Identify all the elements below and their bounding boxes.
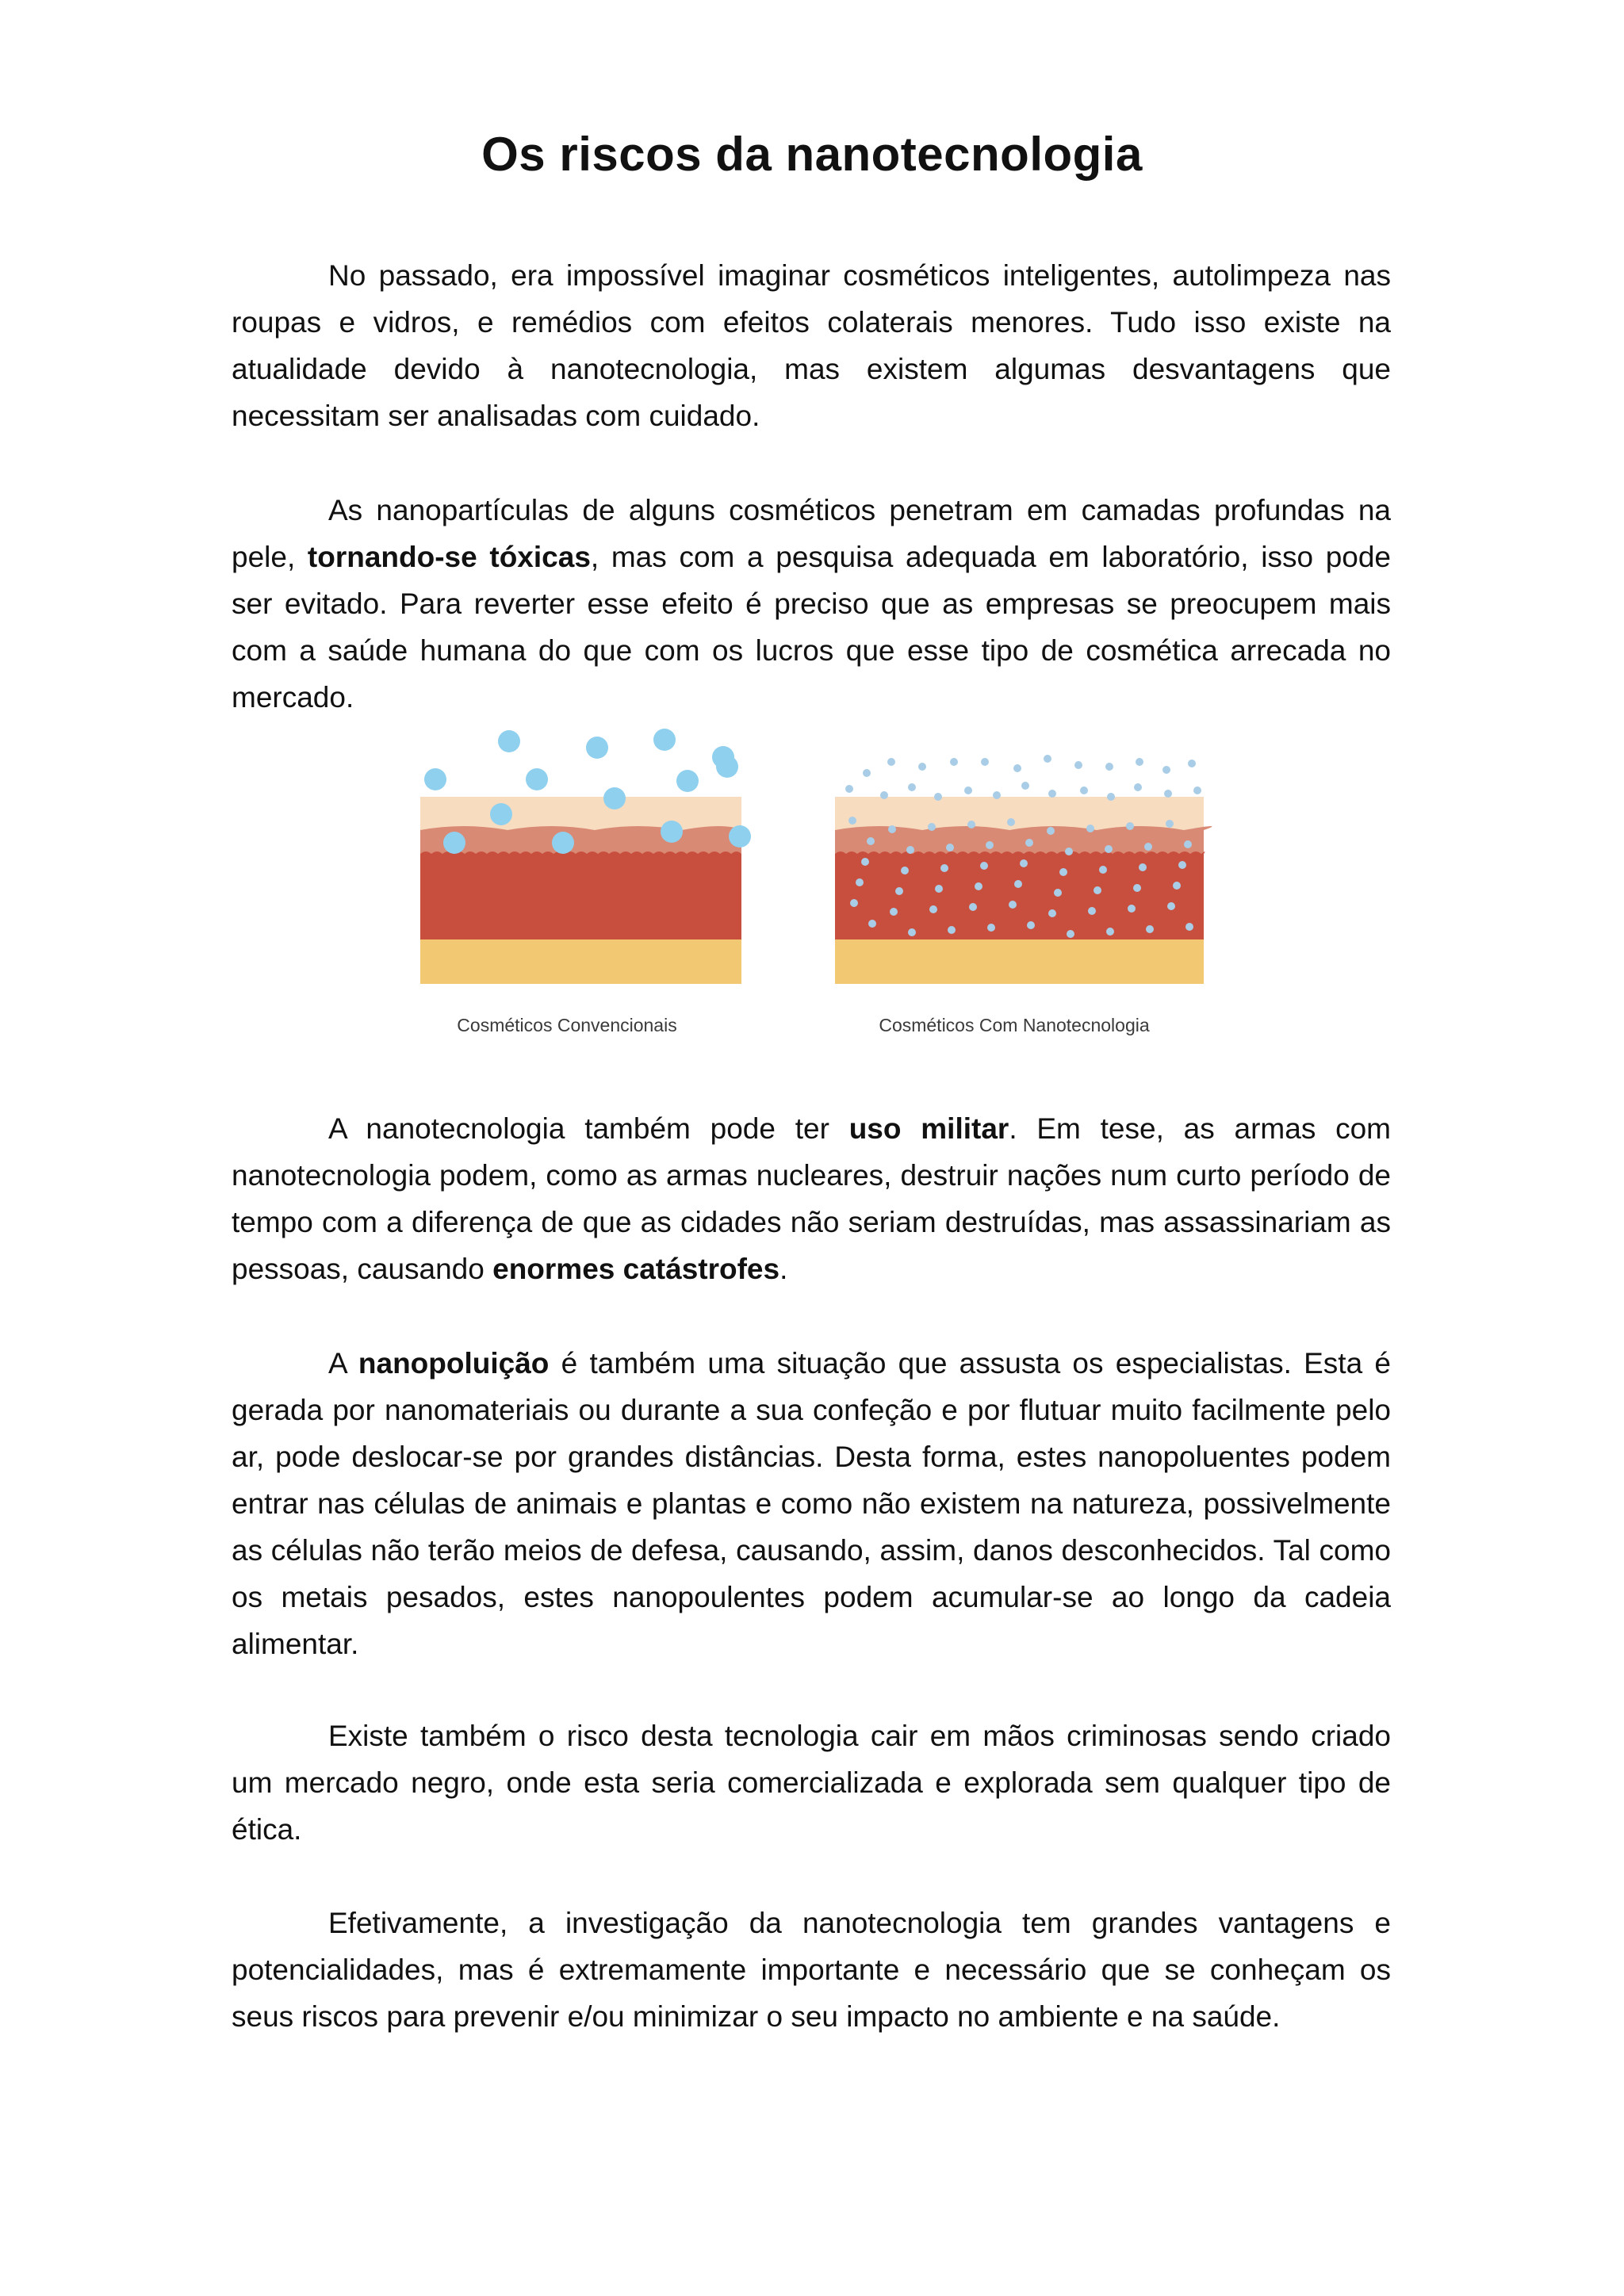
nano-particle: [1178, 861, 1186, 869]
nano-particle: [1099, 866, 1107, 874]
nano-particle: [1139, 863, 1147, 871]
nano-particle: [964, 786, 972, 794]
nano-particle: [1025, 839, 1033, 847]
nano-particle: [1044, 755, 1051, 763]
nano-particle: [986, 841, 994, 849]
nano-particle: [895, 887, 903, 895]
nano-particle: [1107, 793, 1115, 801]
nano-particle: [934, 793, 942, 801]
nano-particle: [1106, 928, 1114, 936]
nano-particle: [1014, 880, 1022, 888]
nano-particle: [906, 846, 914, 854]
skin-surface-layer: [420, 797, 741, 830]
nano-particle: [1086, 825, 1094, 832]
nano-particle: [1065, 848, 1073, 855]
nano-particle: [1074, 761, 1082, 769]
skin-surface-layer: [835, 797, 1204, 830]
nano-particle: [867, 837, 875, 845]
paragraph-5: [232, 1712, 1391, 1853]
nano-particle: [880, 791, 888, 799]
nano-particle: [1128, 905, 1136, 913]
nano-particle: [928, 823, 936, 831]
large-particle: [716, 756, 738, 778]
nano-particle: [981, 758, 989, 766]
bold-text: uso militar: [848, 1112, 1009, 1145]
nano-particle: [1021, 782, 1029, 790]
nano-particle: [868, 920, 876, 928]
conventional-skin-panel: [420, 729, 751, 984]
nano-particle: [1134, 783, 1142, 791]
right-figure-caption: Cosméticos Com Nanotecnologia: [879, 1015, 1150, 1035]
nano-particle: [946, 844, 954, 851]
nano-particle: [1162, 766, 1170, 774]
large-particle: [490, 803, 512, 825]
nano-particle: [1094, 886, 1101, 894]
paragraph-1: [232, 252, 1391, 439]
nano-particle: [1009, 901, 1017, 909]
nano-particle: [856, 878, 864, 886]
nano-particle: [993, 791, 1001, 799]
bold-text: tornando-se tóxicas: [307, 541, 591, 573]
nano-particle: [1193, 786, 1201, 794]
nano-particle: [1048, 909, 1056, 917]
large-particle: [729, 825, 751, 848]
nano-particle: [1047, 827, 1055, 835]
nano-particle: [1126, 822, 1134, 830]
paragraph-3: [232, 1105, 1391, 1292]
nano-particle: [1144, 843, 1152, 851]
nano-particle: [1013, 764, 1021, 772]
skin-penetration-figure: [408, 718, 1233, 1050]
text-run: No passado, era impossível imaginar cosméticos inteligentes, autolimpeza nas roupas e vidros, e remédios com efeitos colaterais menores. Tudo isso existe na atualidade devido à nanotecnologia, mas existem algumas desvantagens que necessitam ser analisadas com cuidado.: [232, 259, 1391, 432]
nano-particle: [1167, 902, 1175, 910]
nano-particle: [1136, 758, 1143, 766]
dermis-layer: [420, 851, 741, 939]
large-particle: [443, 832, 465, 854]
nano-particle: [863, 769, 871, 777]
nano-particle: [1059, 868, 1067, 876]
bold-text: enormes catástrofes: [492, 1253, 780, 1285]
text-run: é também uma situação que assusta os especialistas. Esta é gerada por nanomateriais ou durante a sua confeção e por flutuar muito facilmente pelo ar, pode deslocar-se por grandes distâncias. Desta forma, estes nanopoluentes podem entrar nas células de animais e plantas e como não existem na natureza, possivelmente as células não terão meios de defesa, causando, assim, danos desconhecidos. Tal como os metais pesados, estes nanopoulentes podem acumular-se ao longo da cadeia alimentar.: [232, 1347, 1391, 1660]
nano-particle: [918, 763, 926, 771]
nano-particle: [1020, 859, 1028, 867]
nano-particle: [935, 885, 943, 893]
nano-particle: [940, 864, 948, 872]
nano-particle: [1166, 820, 1174, 828]
nano-particle: [1080, 786, 1088, 794]
nano-particle: [888, 825, 896, 833]
text-run: A nanotecnologia também pode ter: [328, 1112, 849, 1145]
nano-particle: [980, 862, 988, 870]
large-particle: [552, 832, 574, 854]
left-figure-caption: Cosméticos Convencionais: [457, 1015, 677, 1035]
nano-particle: [1133, 884, 1141, 892]
nano-particle: [1164, 790, 1172, 798]
nano-particle: [861, 858, 869, 866]
paragraph-6: [232, 1900, 1391, 2040]
nano-particle: [850, 899, 858, 907]
nano-particle: [1007, 818, 1015, 826]
nano-particle: [950, 758, 958, 766]
text-run: As nanopartículas de alguns cosméticos penetram em camadas profundas na pele,: [232, 494, 1391, 573]
nano-particle: [908, 928, 916, 936]
nano-particle: [1185, 923, 1193, 931]
nano-particle: [890, 908, 898, 916]
hypodermis-layer: [420, 939, 741, 984]
hypodermis-layer: [835, 939, 1204, 984]
nano-particle: [1054, 889, 1062, 897]
large-particle: [603, 787, 626, 809]
nano-particle: [887, 758, 895, 766]
nano-particle: [901, 867, 909, 874]
text-run: A: [328, 1347, 358, 1380]
text-run: , mas com a pesquisa adequada em laboratório, isso pode ser evitado. Para reverter esse efeito é preciso que as empresas se preocupem mais com a saúde humana do que com os lucros que esse tipo de cosmética arrecada no mercado.: [232, 541, 1392, 714]
nano-particle: [1105, 845, 1113, 853]
nano-particle: [848, 817, 856, 825]
large-particle: [424, 768, 446, 790]
nano-particle: [1188, 760, 1196, 767]
nano-particle: [948, 926, 956, 934]
nano-skin-panel: [835, 755, 1212, 984]
nano-particle: [845, 785, 853, 793]
nano-particle: [929, 905, 937, 913]
large-particle: [661, 821, 683, 843]
nano-particle: [1173, 882, 1181, 890]
large-particle: [586, 737, 608, 759]
nano-particle: [1146, 925, 1154, 933]
large-particle: [653, 729, 676, 751]
nano-particle: [969, 903, 977, 911]
nano-particle: [987, 924, 995, 932]
text-run: .: [779, 1253, 788, 1285]
nano-particle: [1105, 763, 1113, 771]
nano-particle: [908, 783, 916, 791]
nano-particle: [1184, 840, 1192, 848]
text-run: . Em tese, as armas com nanotecnologia podem, como as armas nucleares, destruir nações num curto período de tempo com a diferença de que as cidades não seriam destruídas, mas assassinariam as pessoas, causando: [232, 1112, 1391, 1285]
bold-text: nanopoluição: [358, 1347, 550, 1380]
nano-particle: [975, 882, 982, 890]
nano-particle: [1048, 790, 1056, 798]
paragraph-4: [232, 1340, 1391, 1667]
page-title: Os riscos da nanotecnologia: [481, 128, 1143, 181]
large-particle: [526, 768, 548, 790]
nano-particle: [1067, 930, 1074, 938]
nano-particle: [1088, 907, 1096, 915]
large-particle: [676, 770, 699, 792]
nano-particle: [967, 821, 975, 828]
text-run: Existe também o risco desta tecnologia cair em mãos criminosas sendo criado um mercado negro, onde esta seria comercializada e explorada sem qualquer tipo de ética.: [232, 1720, 1391, 1846]
large-particle: [498, 730, 520, 752]
text-run: Efetivamente, a investigação da nanotecnologia tem grandes vantagens e potencialidades, mas é extremamente importante e necessário que se conheçam os seus riscos para prevenir e/ou minimizar o seu impacto no ambiente e na saúde.: [232, 1907, 1391, 2033]
paragraph-2: [232, 487, 1391, 721]
nano-particle: [1027, 921, 1035, 929]
